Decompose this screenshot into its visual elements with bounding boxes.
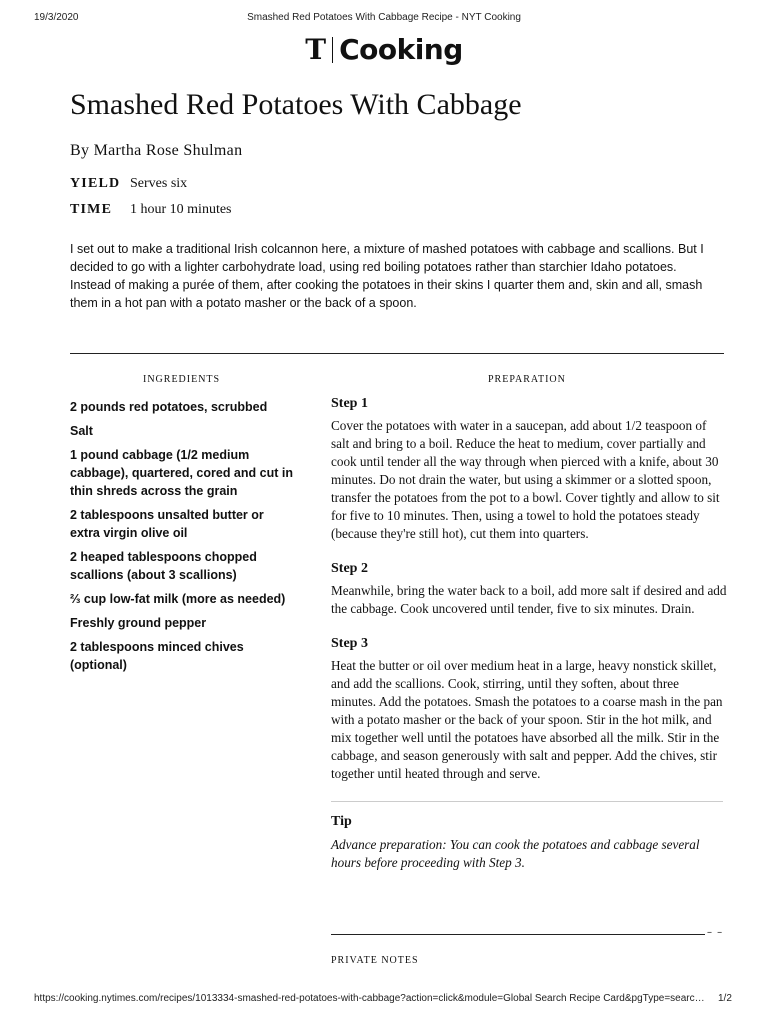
ingredient-item: ⅔ cup low-fat milk (more as needed) bbox=[70, 592, 286, 606]
private-notes-rule bbox=[331, 934, 705, 935]
ingredient-item: 2 heaped tablespoons chopped scallions (about 3 scallions) bbox=[70, 550, 257, 582]
print-page-number: 1/2 bbox=[718, 993, 732, 1004]
ingredient-item: 2 pounds red potatoes, scrubbed bbox=[70, 400, 268, 414]
private-notes-dash: – – bbox=[707, 927, 724, 938]
ingredients-heading: INGREDIENTS bbox=[143, 374, 221, 385]
ingredient-item: Salt bbox=[70, 424, 93, 438]
yield-label: YIELD bbox=[70, 176, 121, 191]
preparation-heading: PREPARATION bbox=[488, 374, 566, 385]
tip-text: Advance preparation: You can cook the potatoes and cabbage several hours before proceeding with Step 3. bbox=[331, 837, 700, 870]
time-value: 1 hour 10 minutes bbox=[130, 202, 232, 217]
preparation-section bbox=[331, 396, 727, 872]
step-2-text: Meanwhile, bring the water back to a boil, add more salt if desired and add the cabbage. Cook uncovered until tender, five to six minutes. Drain. bbox=[331, 583, 727, 616]
print-date: 19/3/2020 bbox=[34, 12, 79, 23]
print-url: https://cooking.nytimes.com/recipes/1013334-smashed-red-potatoes-with-cabbage?action=click&module=Global Search Recipe Card&pgType=searc… bbox=[34, 993, 705, 1004]
step-3-text: Heat the butter or oil over medium heat in a large, heavy nonstick skillet, and add the scallions. Cook, stirring, until they soften, about three minutes. Add the potatoes. Smash the potatoes to a coarse mash in the pan with a potato masher or the back of your spoon. Stir in the hot milk, and mix together well until the potatoes have absorbed all the milk. Stir in the cabbage, and season generously with salt and pepper. Add the chives, stir together until heated through and serve. bbox=[331, 658, 723, 781]
ingredients-list bbox=[70, 398, 295, 680]
ingredient-item: Freshly ground pepper bbox=[70, 616, 207, 630]
recipe-intro: I set out to make a traditional Irish colcannon here, a mixture of mashed potatoes with cabbage and scallions. But I decided to go with a lighter carbohydrate load, using red boiling potatoes rather than starchier Idaho potatoes. Instead of making a purée of them, after cooking the potatoes in their skins I quarter them and, skin and all, smash them in a hot pan with a potato masher or the back of a spoon. bbox=[70, 242, 704, 310]
logo-divider bbox=[332, 37, 333, 63]
time-row bbox=[70, 200, 232, 218]
tip-divider bbox=[331, 801, 723, 802]
recipe-byline: By Martha Rose Shulman bbox=[70, 142, 243, 159]
private-notes-label: PRIVATE NOTES bbox=[331, 955, 419, 966]
yield-value: Serves six bbox=[130, 176, 188, 191]
step-2-label: Step 2 bbox=[331, 561, 368, 576]
step-1-label: Step 1 bbox=[331, 396, 368, 411]
yield-row bbox=[70, 174, 187, 192]
ingredient-item: 2 tablespoons minced chives (optional) bbox=[70, 640, 244, 672]
time-label: TIME bbox=[70, 202, 113, 217]
step-1-text: Cover the potatoes with water in a saucepan, add about 1/2 teaspoon of salt and bring to a boil. Reduce the heat to medium, cover partially and cook until tender all the way through when pierced with a knife, about 30 minutes. Do not drain the water, but using a skimmer or a slotted spoon, transfer the potatoes from the pot to a bowl. Cover tightly and allow to sit for five to 10 minutes. Then, using a towel to hold the potatoes steady (because they're still hot), cut them into quarters. bbox=[331, 418, 720, 541]
cooking-wordmark: Cooking bbox=[339, 33, 463, 66]
nyt-t-icon: T bbox=[305, 33, 327, 66]
print-page-title: Smashed Red Potatoes With Cabbage Recipe - NYT Cooking bbox=[247, 12, 521, 23]
recipe-title: Smashed Red Potatoes With Cabbage bbox=[70, 88, 522, 121]
tip-label: Tip bbox=[331, 814, 352, 829]
ingredient-item: 2 tablespoons unsalted butter or extra virgin olive oil bbox=[70, 508, 264, 540]
ingredient-item: 1 pound cabbage (1/2 medium cabbage), quartered, cored and cut in thin shreds across the grain bbox=[70, 448, 293, 498]
section-divider bbox=[70, 353, 724, 354]
step-3-label: Step 3 bbox=[331, 636, 368, 651]
nyt-cooking-logo[interactable] bbox=[0, 33, 768, 66]
